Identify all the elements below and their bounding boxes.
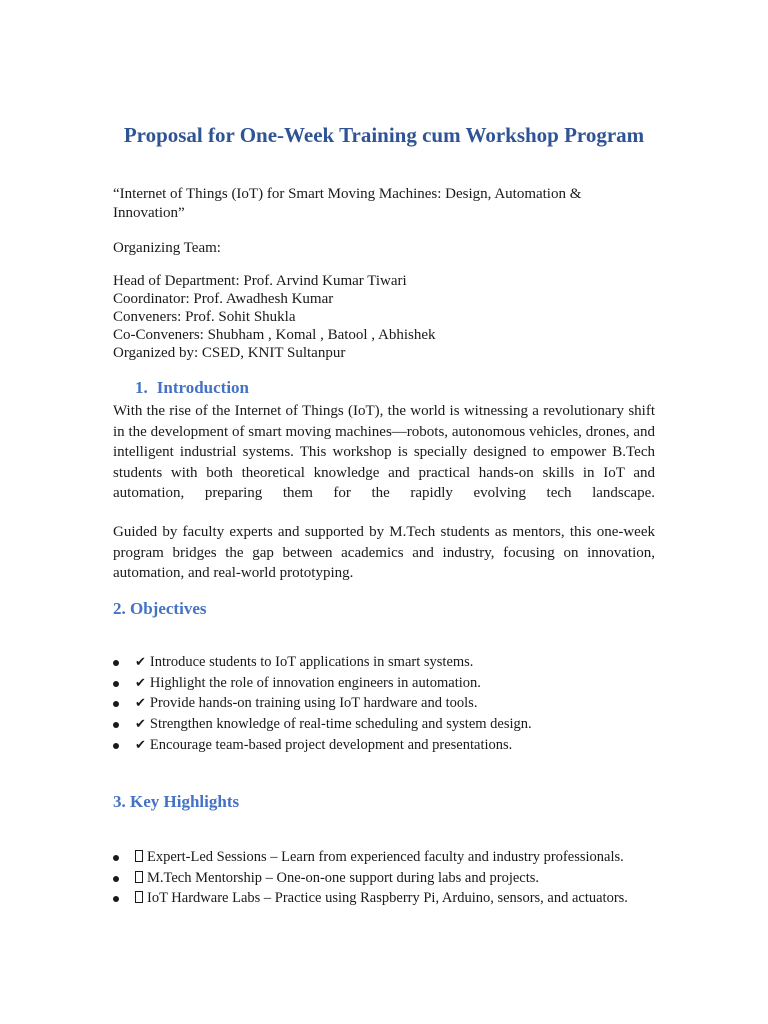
key-highlights-heading: 3. Key Highlights (113, 792, 240, 811)
bullet-icon (113, 660, 119, 666)
checkmark-icon: ✔ (135, 655, 146, 670)
introduction-heading (135, 378, 249, 398)
objective-item (113, 714, 532, 735)
objective-text: Strengthen knowledge of real-time scheduling and system design. (149, 716, 532, 733)
missing-glyph-icon (135, 871, 143, 883)
highlight-text: Expert-Led Sessions – Learn from experienced faculty and industry professionals. (147, 849, 624, 865)
objective-text: Introduce students to IoT applications in smart systems. (149, 654, 474, 670)
introduction-paragraph-1: With the rise of the Internet of Things (IoT), the world is witnessing a revolutionary shift in the development of smart moving machines—robots, autonomous vehicles, drones, and intelligent industrial systems. This workshop is specially designed to empower B.Tech students with both theoretical knowledge and practical hands-on skills in IoT and automation, preparing them for the rapidly evolving tech landscape. (113, 403, 655, 501)
introduction-heading-text: Introduction (156, 378, 250, 397)
organized-by: Organized by: CSED, KNIT Sultanpur (113, 345, 346, 361)
missing-glyph-icon (135, 850, 143, 862)
objectives-list (113, 652, 532, 755)
objective-item (113, 693, 532, 714)
introduction-paragraph-2: Guided by faculty experts and supported by M.Tech students as mentors, this one-week program bridges the gap between academics and industry, focusing on innovation, automation, and real-world prototyping. (113, 524, 655, 581)
objective-item (113, 673, 532, 694)
bullet-icon (113, 896, 119, 902)
highlight-text: M.Tech Mentorship – One-on-one support during labs and projects. (147, 869, 540, 886)
introduction-heading-number: 1. (135, 378, 148, 397)
checkmark-icon: ✔ (135, 717, 146, 733)
team-member-co-conveners: Co-Conveners: Shubham , Komal , Batool , Abhishek (113, 327, 436, 343)
bullet-icon (113, 681, 119, 687)
highlight-item (113, 847, 628, 868)
objective-text: Provide hands-on training using IoT hardware and tools. (149, 695, 478, 712)
bullet-icon (113, 876, 119, 882)
bullet-icon (113, 701, 119, 707)
highlight-item (113, 868, 628, 889)
objectives-heading: 2. Objectives (113, 599, 207, 618)
organizing-team-list (113, 272, 435, 362)
checkmark-icon: ✔ (135, 696, 146, 712)
team-member-hod: Head of Department: Prof. Arvind Kumar Tiwari (113, 273, 407, 289)
key-highlights-list (113, 847, 628, 909)
highlight-item (113, 888, 628, 909)
missing-glyph-icon (135, 891, 143, 903)
team-member-coordinator: Coordinator: Prof. Awadhesh Kumar (113, 291, 334, 307)
checkmark-icon: ✔ (135, 737, 146, 753)
workshop-subtitle: “Internet of Things (IoT) for Smart Moving Machines: Design, Automation & Innovation” (113, 186, 582, 221)
objective-item (113, 735, 532, 756)
team-member-conveners: Conveners: Prof. Sohit Shukla (113, 309, 296, 325)
organizing-team-label: Organizing Team: (113, 240, 221, 256)
objective-text: Encourage team-based project development and presentations. (149, 736, 513, 753)
objective-item (113, 652, 532, 673)
bullet-icon (113, 722, 119, 728)
document-title: Proposal for One-Week Training cum Workshop Program (123, 123, 645, 147)
highlight-text: IoT Hardware Labs – Practice using Raspberry Pi, Arduino, sensors, and actuators. (147, 890, 628, 907)
objective-text: Highlight the role of innovation engineers in automation. (149, 674, 481, 691)
checkmark-icon: ✔ (135, 675, 146, 691)
bullet-icon (113, 743, 119, 749)
bullet-icon (113, 855, 119, 861)
